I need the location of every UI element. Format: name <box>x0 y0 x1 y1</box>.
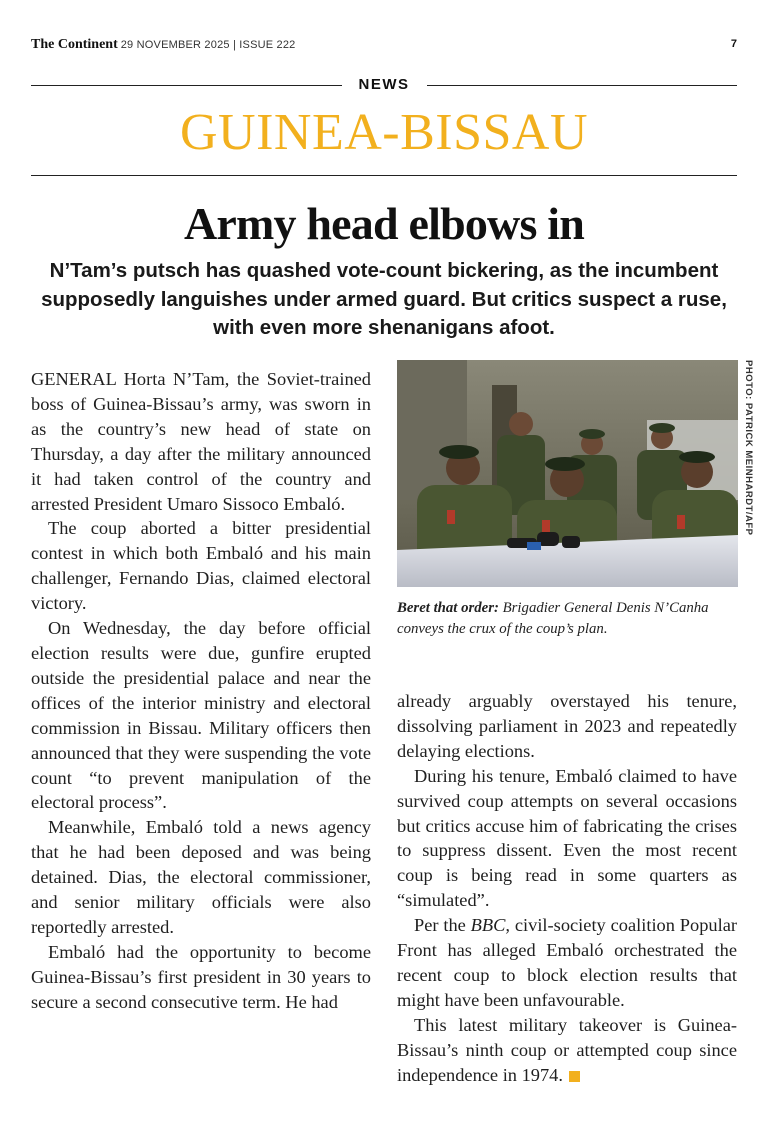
title-rule <box>31 175 737 176</box>
end-mark-icon <box>569 1071 580 1082</box>
paragraph-text: This latest military takeover is Guinea-Bissau’s ninth coup or attempted coup since independence in 1974. <box>397 1014 737 1085</box>
news-photo <box>397 360 738 587</box>
article-standfirst: N’Tam’s putsch has quashed vote-count bickering, as the incumbent supposedly languishes under armed guard. But critics suspect a ruse, with even more shenanigans afoot. <box>41 259 727 339</box>
divider-line-right <box>427 85 737 86</box>
press-conference-photo <box>397 360 738 587</box>
article-column-right <box>397 689 737 1088</box>
article-paragraph <box>397 1013 737 1088</box>
photo-credit <box>740 360 758 587</box>
caption-lead: Beret that order: <box>397 600 499 616</box>
article-paragraph <box>397 913 737 1013</box>
article-paragraph: During his tenure, Embaló claimed to have survived coup attempts on several occasions but critics accuse him of fabricating the crises to suppress dissent. Even the most recent coup is being read in some quarters as “simulated”. <box>397 765 737 911</box>
issue-date: 29 NOVEMBER 2025 | ISSUE 222 <box>120 39 296 51</box>
photo-credit-text: PHOTO: PATRICK MEINHARDT/AFP <box>743 360 754 536</box>
article-headline: Army head elbows in <box>183 198 585 249</box>
country-title: GUINEA-BISSAU <box>179 104 589 161</box>
caption-text: Brigadier General Denis N’Canha conveys the crux of the coup’s plan. <box>397 600 709 637</box>
article-paragraph: GENERAL Horta N’Tam, the Soviet-trained boss of Guinea-Bissau’s army, was sworn in as the country’s new head of state on Thursday, a day after the military announced it had taken control of the country and arrested President Umaro Sissoco Embaló. <box>31 369 371 514</box>
section-divider <box>31 75 737 95</box>
publication-name <box>31 37 296 53</box>
section-label: NEWS <box>358 76 410 93</box>
article-paragraph: Embaló had the opportunity to become Guinea-Bissau’s first president in 30 years to secure a second consecutive term. He had <box>31 941 371 1012</box>
article-paragraph: already arguably overstayed his tenure, dissolving parliament in 2023 and repeatedly delaying elections. <box>397 691 737 761</box>
paragraph-text: Per the <box>414 915 471 936</box>
article-column-left <box>31 367 371 1015</box>
publication-title: The Continent <box>31 37 118 52</box>
paragraph-text: civil-society coalition Popular Front has alleged Embaló orchestrated the recent coup to block election results that might have been unfavourable. <box>397 915 737 1010</box>
page-header <box>31 37 737 55</box>
article-paragraph: The coup aborted a bitter presidential contest in which both Embaló and his main challenger, Fernando Dias, claimed electoral victory. <box>31 518 371 614</box>
page-number: 7 <box>730 38 737 50</box>
source-name: BBC, <box>470 915 511 936</box>
photo-caption <box>397 598 742 640</box>
article-paragraph: On Wednesday, the day before official election results were due, gunfire erupted outside the presidential palace and near the offices of the interior ministry and electoral commission in Bissau. Military officers then announced that they were suspending the vote count “to prevent manipulation of the electoral process”. <box>31 618 371 813</box>
article-paragraph: Meanwhile, Embaló told a news agency that he had been deposed and was being detained. Dias, the electoral commissioner, and senior military officials were also reportedly arrested. <box>31 817 371 937</box>
